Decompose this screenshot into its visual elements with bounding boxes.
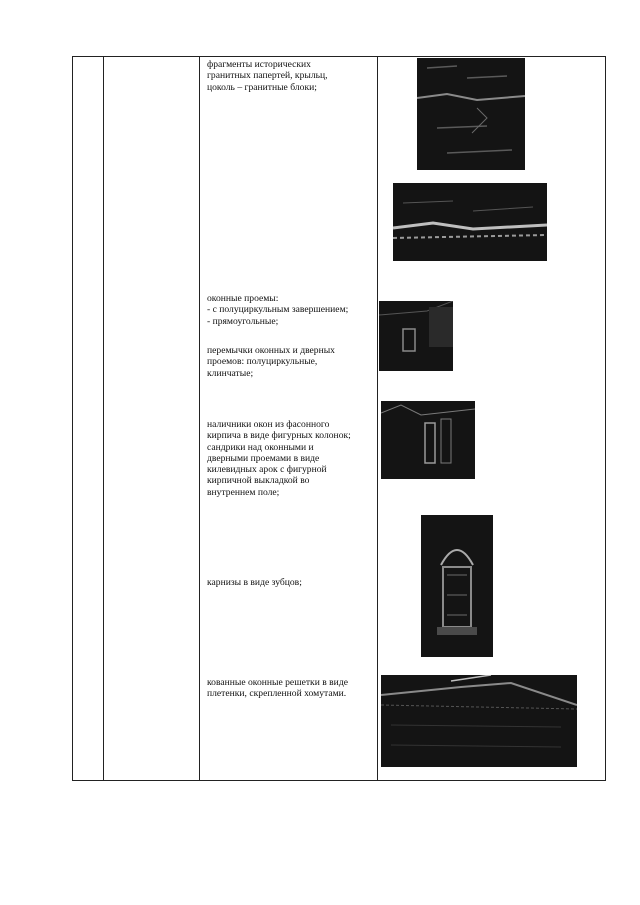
element-description-granite: фрагменты исторических гранитных папертей, крыльц, цоколь – гранитные блоки; <box>207 59 328 93</box>
photo-granite-plinth <box>393 183 547 261</box>
heritage-elements-table <box>72 56 606 781</box>
element-description-window-frames: наличники окон из фасонного кирпича в виде фигурных колонок; сандрики над оконными и дверными проемами в виде килевидных арок с фигурной кирпичной выкладкой во внутреннем поле; <box>207 419 351 498</box>
column-divider-2 <box>199 57 200 780</box>
photo-granite-porch <box>417 58 525 170</box>
element-description-cornices: карнизы в виде зубцов; <box>207 577 302 588</box>
element-description-window-openings: оконные проемы: - с полуциркульным завершением; - прямоугольные; <box>207 293 349 327</box>
element-description-lintels: перемычки оконных и дверных проемов: полуциркульные, клинчатые; <box>207 345 335 379</box>
photo-window-frames <box>381 401 475 479</box>
photo-window-openings <box>379 301 453 371</box>
element-description-grilles: кованные оконные решетки в виде плетенки, скрепленной хомутами. <box>207 677 348 700</box>
column-divider-1 <box>103 57 104 780</box>
photo-arched-window <box>421 515 493 657</box>
column-divider-3 <box>377 57 378 780</box>
photo-cornice-roof <box>381 675 577 767</box>
